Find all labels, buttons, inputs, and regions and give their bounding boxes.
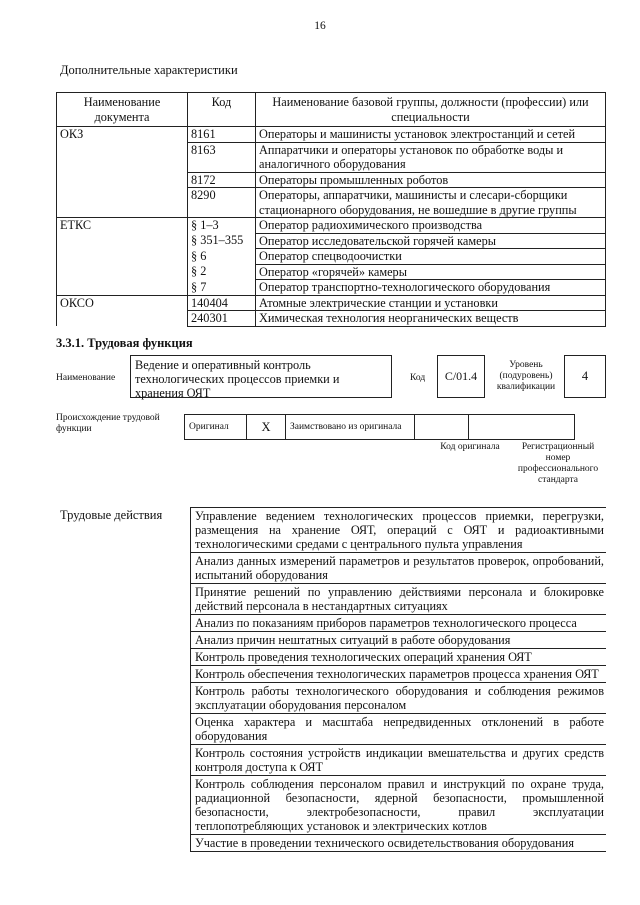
action-item: Контроль работы технологического оборудования и соблюдения режимов эксплуатации оборудования персоналом: [190, 682, 606, 713]
code-cell: 8172: [188, 172, 256, 188]
table-row: [57, 295, 606, 311]
action-item: Контроль обеспечения технологических параметров процесса хранения ОЯТ: [190, 665, 606, 682]
group-name-cell: Оператор транспортно-технологического оборудования: [256, 280, 606, 296]
action-item: Управление ведением технологических процессов приемки, перегрузки, размещения на хранение ОЯТ, операций с ОЯТ и радиоактивными технологическими средами с центрального пульта управления: [190, 507, 606, 552]
table-row: [57, 127, 606, 143]
code-cell: § 2: [188, 264, 256, 280]
header-document: Наименование документа: [57, 93, 188, 127]
origin-label: Происхождение трудовой функции: [56, 413, 160, 434]
action-item: Анализ данных измерений параметров и результатов проверок, опробований, испытаний оборудования: [190, 552, 606, 583]
code-original-cell: [414, 414, 469, 440]
actions-label: Трудовые действия: [60, 508, 163, 522]
group-name-cell: Операторы, аппаратчики, машинисты и слесари-сборщики стационарного оборудования, не вошедшие в другие группы: [256, 188, 606, 218]
action-item: Контроль проведения технологических операций хранения ОЯТ: [190, 648, 606, 665]
action-item: Анализ причин нештатных ситуаций в работе оборудования: [190, 631, 606, 648]
code-cell: § 351–355: [188, 233, 256, 249]
code-cell: 140404: [188, 295, 256, 311]
reg-number-cell: [468, 414, 575, 440]
function-name-box: Ведение и оперативный контроль технологических процессов приемки и хранения ОЯТ: [130, 355, 392, 398]
document-cell: ОКСО: [57, 295, 188, 326]
code-cell: 8161: [188, 127, 256, 143]
group-name-cell: Оператор «горячей» камеры: [256, 264, 606, 280]
actions-list: [190, 507, 606, 852]
document-cell: ОКЗ: [57, 127, 188, 218]
table-row: [57, 218, 606, 234]
action-item: Контроль соблюдения персоналом правил и инструкций по охране труда, радиационной безопасности, ядерной безопасности, промышленной безопасности, электробезопасности, правил эксплуатации теплопотребляющих установок и электрических котлов: [190, 775, 606, 834]
action-item: Принятие решений по управлению действиями персонала и блокировке действий персонала в нестандартных ситуациях: [190, 583, 606, 614]
occupations-table: [56, 92, 606, 327]
table-header-row: [57, 93, 606, 127]
group-name-cell: Оператор радиохимического производства: [256, 218, 606, 234]
group-name-cell: Атомные электрические станции и установки: [256, 295, 606, 311]
original-cell: Оригинал: [184, 414, 247, 440]
document-cell: ЕТКС: [57, 218, 188, 296]
action-item: Оценка характера и масштаба непредвиденных отклонений в работе оборудования: [190, 713, 606, 744]
header-code: Код: [188, 93, 256, 127]
section-title: Дополнительные характеристики: [60, 63, 238, 77]
table-body: [57, 127, 606, 327]
function-code-box: С/01.4: [437, 355, 485, 398]
borrowed-cell: Заимствовано из оригинала: [285, 414, 415, 440]
page-number: 16: [314, 20, 326, 32]
group-name-cell: Операторы промышленных роботов: [256, 172, 606, 188]
code-cell: 8290: [188, 188, 256, 218]
header-group-name: Наименование базовой группы, должности (профессии) или специальности: [256, 93, 606, 127]
action-item: Контроль состояния устройств индикации вмешательства и других средств контроля доступа к ОЯТ: [190, 744, 606, 775]
action-item: Анализ по показаниям приборов параметров технологического процесса: [190, 614, 606, 631]
code-original-label: Код оригинала: [440, 442, 500, 452]
code-cell: § 7: [188, 280, 256, 296]
code-label: Код: [410, 373, 426, 383]
level-label: Уровень (подуровень) квалификации: [496, 360, 556, 392]
function-heading: 3.3.1. Трудовая функция: [56, 336, 193, 350]
code-cell: § 6: [188, 249, 256, 265]
code-cell: § 1–3: [188, 218, 256, 234]
origin-row: [184, 414, 575, 440]
group-name-cell: Оператор исследовательской горячей камеры: [256, 233, 606, 249]
code-cell: 240301: [188, 311, 256, 327]
code-cell: 8163: [188, 142, 256, 172]
level-box: 4: [564, 355, 606, 398]
action-item: Участие в проведении технического освидетельствования оборудования: [190, 834, 606, 852]
group-name-cell: Операторы и машинисты установок электростанций и сетей: [256, 127, 606, 143]
group-name-cell: Оператор спецводоочистки: [256, 249, 606, 265]
group-name-cell: Химическая технология неорганических веществ: [256, 311, 606, 327]
group-name-cell: Аппаратчики и операторы установок по обработке воды и аналогичного оборудования: [256, 142, 606, 172]
original-mark: Х: [246, 414, 286, 440]
name-label: Наименование: [56, 373, 116, 383]
reg-number-label: Регистрационный номер профессионального стандарта: [517, 442, 599, 485]
